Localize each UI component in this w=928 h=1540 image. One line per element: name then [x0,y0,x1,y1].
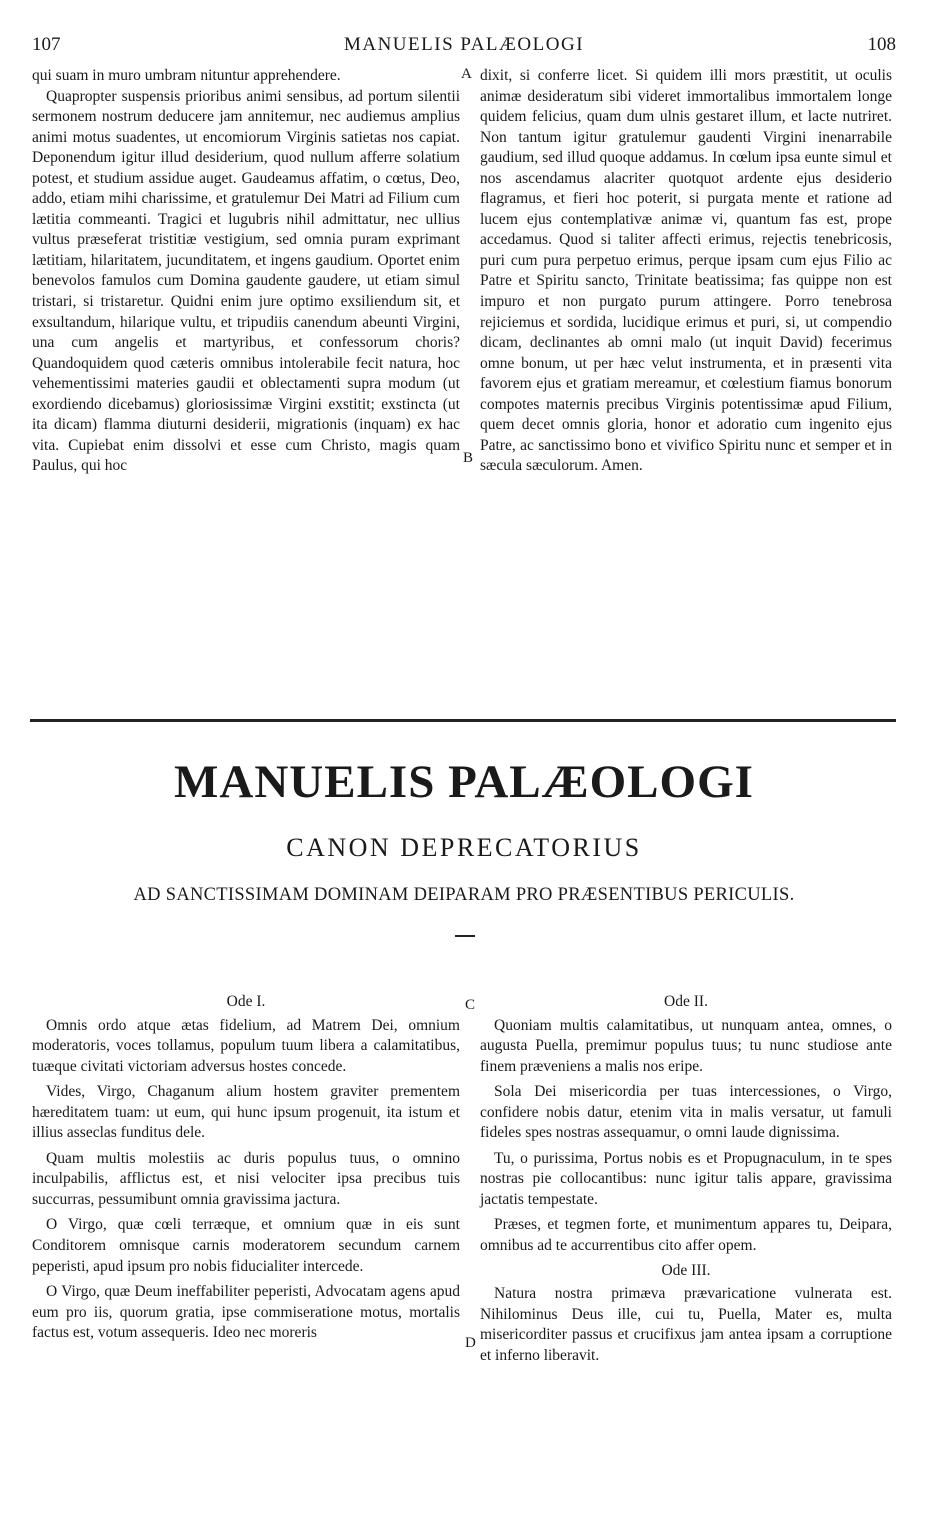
column-bottom-right [480,992,892,1366]
subtitle: CANON DEPRECATORIUS [286,833,642,862]
paragraph: Præses, et tegmen forte, et munimentum appares tu, Deipara, omnibus ad te accurrentibus cito affer opem. [480,1216,892,1255]
paragraph: Natura nostra primæva prævaricatione vulnerata est. Nihilominus Deus ille, cui tu, Puella, Mater es, multa misericorditer passus et crucifixus jam antea ipsam a corruptione et inferno liberavit. [480,1285,892,1364]
paragraph: Quapropter suspensis prioribus animi sensibus, ad portum silentii sermonem nostrum deducere jam annitemur, nec audiemus amplius animi motus suadentes, ut encomiorum Virginis satietas nos capiat. Deponendum igitur illud desiderium, quod nullum afferre solatium potest, et studium assidue auget. Gaudeamus affatim, o cœtus, Deo, addo, etiam mihi charissime, et gratulemur Dei Matri ad Filium cum lætitia commeanti. Tragici et lugubris nihil admittatur, nec ullius vultus præseferat tristitiæ vestigium, sed omnia puram exprimant lætitiam, hilaritatem, jucunditatem, et ingens gaudium. Oportet enim benevolos famulos cum Domina gaudente gaudere, ut etiam simul tristari, si tristaretur. Quidni enim jure optimo exsiliendum sit, et exsultandum, hilarique vultu, et tripudiis canendum abeunti Virgini, una cum angelis et martyribus, et confessorum choris? Quandoquidem quod cæteris omnibus intolerabile fecit natura, hoc vehementissimi materies gaudii et oblectamenti supra modum (ut exordiendo dicebamus) gloriosissimæ Virgini exstitit; exstincta (ut ita dicam) flamma diuturni desiderii, migrationis (inquam) ex hac vita. Cupiebat enim dissolvi et esse cum Christo, magis quam Paulus, qui hoc [32,87,460,475]
subtitle-dedication: AD SANCTISSIMAM DOMINAM DEIPARAM PRO PRÆSENTIBUS PERICULIS. [133,885,795,905]
column-top-left [32,66,460,477]
margin-letter-a: A [461,66,472,82]
paragraph: Tu, o purissima, Portus nobis es et Propugnaculum, in te spes nostras pie collocantibus: nunc igitur talis appare, gravissima jactatis tempestate. [480,1149,892,1208]
margin-letter-b: B [463,450,474,466]
ode-heading: Ode I. [226,993,266,1010]
paragraph: Omnis ordo atque ætas fidelium, ad Matrem Dei, omnium moderatoris, voces tollamus, populum tuum libera a calamitatibus, tuæque civitati victoriam adversus hostes concede. [32,1016,460,1075]
paragraph: Quoniam multis calamitatibus, ut nunquam antea, omnes, o augusta Puella, premimur populus tuus; tu nunc studiose ante finem præveniens a malis nos eripe. [480,1016,892,1075]
paragraph: Sola Dei misericordia per tuas intercessiones, o Virgo, confidere nobis datur, etenim vita in malis versatur, ut famuli fideles spes nostras assequamur, o omni laude dignissima. [480,1083,892,1142]
margin-letter-c: C [465,997,476,1013]
ode-heading: Ode III. [661,1261,711,1279]
ode-heading: Ode II. [664,993,708,1010]
column-top-right [480,66,892,477]
paragraph: Vides, Virgo, Chaganum alium hostem graviter prementem hæreditatem tuam: ut eum, qui hunc ipsum progenuit, ita istum et illius asseclas funditus dele. [32,1083,460,1142]
paragraph: qui suam in muro umbram nituntur apprehendere. [32,67,341,84]
column-bottom-left [32,992,460,1344]
title-dash [455,935,475,937]
paragraph: dixit, si conferre licet. Si quidem illi mors præstitit, ut oculis animæ desideratum sibi videret immortalibus immortalem longe quidem felicius, quam dum ulnis gestaret illum, et lacte nutriret. Non tantum igitur gratulemur gaudenti Virgini inenarrabile gaudium, sed illud quoque addamus. In cœlum ipsa eunte simul et nos ascendamus alacriter quotquot ardente ejus desiderio flagramus, et fieri hoc poterit, si purgata mente et ratione ad lucem ejus contemplativæ animæ vi, quantum fas est, prope accedamus. Quod si taliter affecti erimus, rejectis tenebricosis, puri cum pura perpetuo erimus, perque ipsam cum ejus Filio ac Patre et Spiritu sancto, Trinitate beatissima; fas quippe non est impuro et non purgato purum attingere. Porro tenebrosa rejiciemus et sordida, lucidique erimus et puri, si, ut compendio dicam, declinantes ab omni malo (ut inquit David) fecerimus omne bonum, ut per hæc velut instrumenta, et in præsenti vita favorem ejus et gratiam mereamur, et cœlestium fiamus bonorum compotes maternis precibus Virginis potentissimæ apud Filium, quem decet omnis gloria, honor et adoratio cum ingenito ejus Patre, ac sanctissimo bono et vivifico Spiritu nunc et semper et in sæcula sæculorum. Amen. [480,67,892,475]
paragraph: O Virgo, quæ cœli terræque, et omnium quæ in eis sunt Conditorem omnisque carnis moderatorem secundum carnem peperisti, apud ipsum pro nobis fiducialiter intercede. [32,1216,460,1275]
page-number-left: 107 [32,34,61,55]
running-title: MANUELIS PALÆOLOGI [343,34,585,55]
page-number-right: 108 [867,34,896,55]
main-title: MANUELIS PALÆOLOGI [174,756,754,808]
paragraph: O Virgo, quæ Deum ineffabiliter peperisti, Advocatam agens apud eum pro iis, quorum gratia, ipse commiseratione motus, mortalis factus est, votum assequeris. Ideo nec moreris [32,1283,460,1342]
paragraph: Quam multis molestiis ac duris populus tuus, o omnino inculpabilis, afflictus est, et nisi velociter ipsa precibus tuis succurras, pessumibunt omnia gravissima jactura. [32,1149,460,1208]
section-divider [30,719,896,722]
margin-letter-d: D [465,1335,476,1351]
